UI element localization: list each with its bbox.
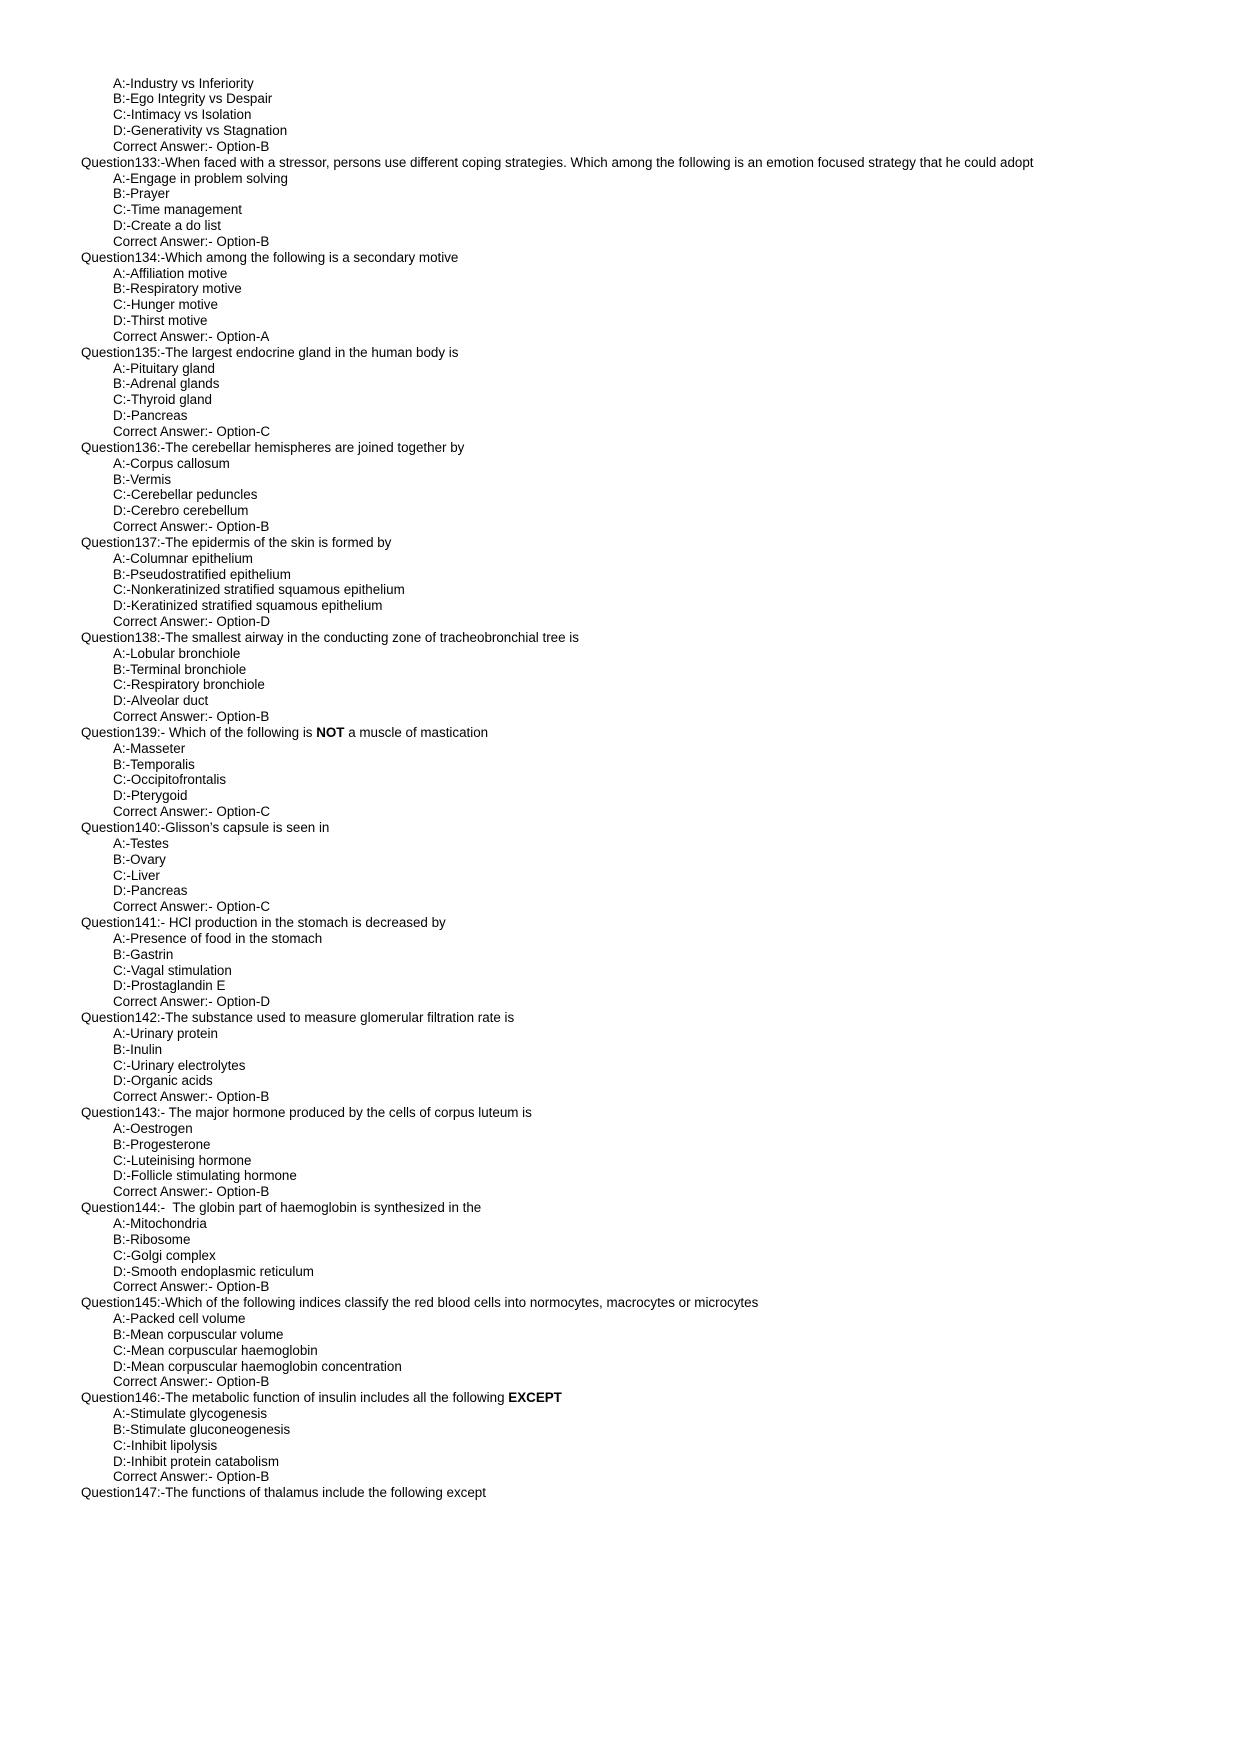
question-text: Which of the following is — [165, 724, 317, 740]
option-item: D:-Mean corpuscular haemoglobin concentration — [113, 1358, 402, 1374]
option-item: C:-Intimacy vs Isolation — [113, 107, 252, 123]
question-text: Which among the following is a secondary motive — [165, 249, 459, 265]
option-item: C:-Mean corpuscular haemoglobin — [113, 1342, 318, 1358]
question-text: The functions of thalamus include the following except — [165, 1485, 486, 1501]
option-item: A:-Industry vs Inferiority — [113, 75, 254, 91]
question-text: The epidermis of the skin is formed by — [165, 534, 392, 550]
option-item: B:-Respiratory motive — [113, 281, 242, 297]
option-item: B:-Stimulate gluconeogenesis — [113, 1421, 291, 1437]
option-item: D:-Pancreas — [113, 883, 188, 899]
option-item: C:-Hunger motive — [113, 297, 218, 313]
correct-answer: Correct Answer:- Option-B — [113, 138, 270, 154]
option-item: D:-Smooth endoplasmic reticulum — [113, 1263, 314, 1279]
option-item: B:-Gastrin — [113, 946, 174, 962]
option-item: C:-Inhibit lipolysis — [113, 1437, 218, 1453]
option-item: A:-Lobular bronchiole — [113, 645, 241, 661]
question-text: The globin part of haemoglobin is synthesized in the — [165, 1200, 482, 1216]
question-number: Question135:- — [81, 344, 166, 360]
question-number: Question143:- — [81, 1105, 166, 1121]
question-number: Question142:- — [81, 1010, 166, 1026]
question-number: Question136:- — [81, 439, 166, 455]
question-text: The major hormone produced by the cells of corpus luteum is — [165, 1105, 532, 1121]
option-item: B:-Prayer — [113, 186, 170, 202]
question-text: When faced with a stressor, persons use different coping strategies. Which among the following is an emotion focused strategy that he could adopt — [165, 154, 1034, 170]
option-item: B:-Pseudostratified epithelium — [113, 566, 291, 582]
option-item: A:-Urinary protein — [113, 1025, 218, 1041]
option-item: D:-Create a do list — [113, 218, 221, 234]
option-item: B:-Progesterone — [113, 1136, 211, 1152]
question-text: Which of the following indices classify the red blood cells into normocytes, macrocytes or microcytes — [165, 1295, 759, 1311]
option-item: C:-Nonkeratinized stratified squamous epithelium — [113, 582, 405, 598]
option-item: A:-Masseter — [113, 740, 186, 756]
option-item: D:-Alveolar duct — [113, 693, 209, 709]
option-item: C:-Vagal stimulation — [113, 962, 232, 978]
option-item: C:-Respiratory bronchiole — [113, 677, 265, 693]
option-item: A:-Engage in problem solving — [113, 170, 288, 186]
option-item: A:-Corpus callosum — [113, 455, 230, 471]
option-item: D:-Follicle stimulating hormone — [113, 1168, 297, 1184]
option-item: B:-Mean corpuscular volume — [113, 1326, 284, 1342]
option-item: C:-Urinary electrolytes — [113, 1057, 246, 1073]
question-text: The largest endocrine gland in the human body is — [165, 344, 459, 360]
option-item: C:-Thyroid gland — [113, 392, 212, 408]
option-item: B:-Temporalis — [113, 756, 195, 772]
option-item: D:-Pancreas — [113, 408, 188, 424]
option-item: A:-Affiliation motive — [113, 265, 228, 281]
correct-answer: Correct Answer:- Option-C — [113, 423, 271, 439]
correct-answer: Correct Answer:- Option-D — [113, 994, 271, 1010]
question-emphasis: NOT — [316, 724, 345, 740]
option-item: C:-Liver — [113, 867, 160, 883]
correct-answer: Correct Answer:- Option-D — [113, 614, 271, 630]
question-number: Question147:- — [81, 1485, 166, 1501]
option-item: C:-Golgi complex — [113, 1247, 216, 1263]
question-number: Question141:- — [81, 915, 166, 931]
correct-answer: Correct Answer:- Option-A — [113, 328, 270, 344]
option-item: B:-Ribosome — [113, 1231, 191, 1247]
question-text: The cerebellar hemispheres are joined together by — [165, 439, 465, 455]
question-number: Question140:- — [81, 819, 166, 835]
option-item: B:-Ovary — [113, 851, 166, 867]
question-text: The substance used to measure glomerular filtration rate is — [165, 1010, 515, 1026]
correct-answer: Correct Answer:- Option-B — [113, 1089, 270, 1105]
question-number: Question137:- — [81, 534, 166, 550]
option-item: A:-Mitochondria — [113, 1215, 207, 1231]
option-item: D:-Cerebro cerebellum — [113, 503, 249, 519]
option-item: D:-Generativity vs Stagnation — [113, 123, 288, 139]
question-number: Question145:- — [81, 1295, 166, 1311]
option-item: A:-Testes — [113, 835, 169, 851]
correct-answer: Correct Answer:- Option-B — [113, 1279, 270, 1295]
option-item: D:-Inhibit protein catabolism — [113, 1453, 279, 1469]
option-item: B:-Ego Integrity vs Despair — [113, 91, 273, 107]
option-item: C:-Luteinising hormone — [113, 1152, 252, 1168]
option-item: B:-Inulin — [113, 1041, 163, 1057]
option-item: A:-Presence of food in the stomach — [113, 930, 323, 946]
question-number: Question134:- — [81, 249, 166, 265]
option-item: B:-Vermis — [113, 471, 172, 487]
correct-answer: Correct Answer:- Option-B — [113, 1469, 270, 1485]
question-emphasis: EXCEPT — [508, 1390, 562, 1406]
question-number: Question133:- — [81, 154, 166, 170]
correct-answer: Correct Answer:- Option-B — [113, 519, 270, 535]
correct-answer: Correct Answer:- Option-B — [113, 1184, 270, 1200]
option-item: C:-Time management — [113, 202, 242, 218]
question-text: The smallest airway in the conducting zone of tracheobronchial tree is — [165, 629, 579, 645]
correct-answer: Correct Answer:- Option-B — [113, 709, 270, 725]
correct-answer: Correct Answer:- Option-B — [113, 233, 270, 249]
question-number: Question138:- — [81, 629, 166, 645]
option-item: D:-Pterygoid — [113, 788, 188, 804]
option-item: D:-Thirst motive — [113, 313, 208, 329]
correct-answer: Correct Answer:- Option-C — [113, 804, 271, 820]
question-number: Question144:- — [81, 1200, 166, 1216]
question-number: Question146:- — [81, 1390, 166, 1406]
option-item: A:-Stimulate glycogenesis — [113, 1406, 268, 1422]
option-item: D:-Keratinized stratified squamous epithelium — [113, 598, 383, 614]
question-line — [81, 1484, 486, 1502]
option-item: C:-Occipitofrontalis — [113, 772, 227, 788]
correct-answer: Correct Answer:- Option-C — [113, 899, 271, 915]
option-item: B:-Adrenal glands — [113, 376, 220, 392]
question-text: Glisson’s capsule is seen in — [165, 819, 330, 835]
question-text: The metabolic function of insulin includes all the following — [165, 1390, 509, 1406]
question-text-end: a muscle of mastication — [344, 724, 489, 740]
correct-answer: Correct Answer:- Option-B — [113, 1374, 270, 1390]
option-item: A:-Packed cell volume — [113, 1311, 246, 1327]
question-text: HCl production in the stomach is decreased by — [165, 915, 446, 931]
option-item: A:-Columnar epithelium — [113, 550, 253, 566]
option-item: A:-Oestrogen — [113, 1120, 193, 1136]
option-item: D:-Organic acids — [113, 1073, 213, 1089]
option-item: C:-Cerebellar peduncles — [113, 487, 258, 503]
option-item: B:-Terminal bronchiole — [113, 661, 247, 677]
question-number: Question139:- — [81, 724, 166, 740]
option-item: D:-Prostaglandin E — [113, 978, 226, 994]
option-item: A:-Pituitary gland — [113, 360, 215, 376]
